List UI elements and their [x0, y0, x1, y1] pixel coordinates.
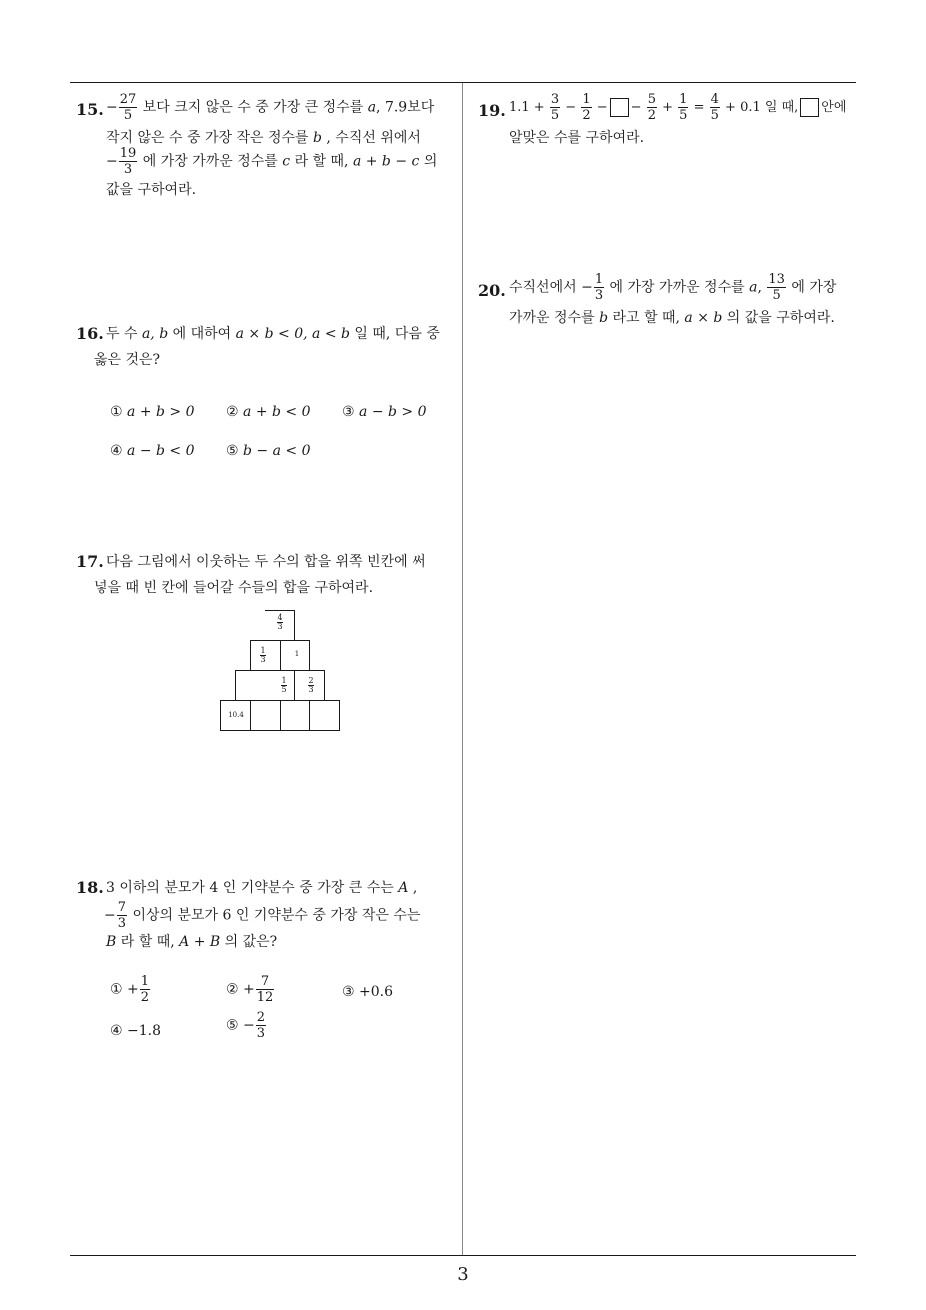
- choice-5[interactable]: ⑤ b − a < 0: [226, 443, 311, 459]
- question-line: 3 이하의 분모가 4 인 기약분수 중 가장 큰 수는 A ,: [106, 880, 418, 896]
- question-line: 값을 구하여라.: [106, 182, 197, 198]
- question-line: − $\frac{7}{3}$ 이상의 분모가 6 인 기약분수 중 가장 작은 수는: [104, 900, 421, 931]
- question-number: 18.: [76, 878, 104, 897]
- question-17: [76, 550, 461, 610]
- fraction: $\frac{7}{3}$: [117, 900, 127, 931]
- question-18: [76, 876, 461, 1056]
- question-line: − $\frac{19}{3}$ 에 가장 가까운 정수를 c 라 할 때, a + b − c 의: [106, 146, 438, 177]
- question-number: 20.: [478, 281, 506, 300]
- choice-5[interactable]: ⑤ − $\frac{2}{3}$: [226, 1010, 266, 1041]
- question-number: 16.: [76, 324, 104, 343]
- column-divider: [462, 83, 463, 1256]
- choice-2[interactable]: ② + $\frac{7}{12}$: [226, 974, 274, 1005]
- question-line: 옳은 것은?: [94, 352, 161, 368]
- pyramid-cell: $\frac{1}{3}$: [260, 646, 266, 664]
- question-line: 작지 않은 수 중 가장 작은 정수를 b , 수직선 위에서: [106, 130, 421, 146]
- blank-box-ref: [800, 98, 819, 117]
- fraction: $\frac{27}{5}$: [119, 92, 137, 123]
- question-20: [478, 272, 863, 336]
- question-number: 17.: [76, 552, 104, 571]
- question-line: 다음 그림에서 이웃하는 두 수의 합을 위쪽 빈칸에 써: [106, 554, 426, 570]
- choice-3[interactable]: ③ +0.6: [342, 984, 394, 1000]
- choice-4[interactable]: ④ −1.8: [110, 1023, 162, 1039]
- choice-2[interactable]: ② a + b < 0: [226, 404, 311, 420]
- choice-1[interactable]: ① + $\frac{1}{2}$: [110, 974, 150, 1005]
- footer-rule: [70, 1255, 856, 1256]
- question-16: [76, 322, 461, 472]
- question-number: 15.: [76, 100, 104, 119]
- answer-blank-box[interactable]: [610, 98, 629, 117]
- pyramid-cell: $\frac{1}{5}$: [281, 676, 287, 694]
- question-line: B 라 할 때, A + B 의 값은?: [106, 934, 278, 950]
- question-line: − $\frac{27}{5}$ 보다 크지 않은 수 중 가장 큰 정수를 a, 7.9보다: [106, 92, 435, 123]
- choice-4[interactable]: ④ a − b < 0: [110, 443, 195, 459]
- question-line: 가까운 정수를 b 라고 할 때, a × b 의 값을 구하여라.: [509, 310, 835, 326]
- question-line: 알맞은 수를 구하여라.: [509, 130, 645, 146]
- question-line: 넣을 때 빈 칸에 들어갈 수들의 합을 구하여라.: [94, 580, 374, 596]
- choice-3[interactable]: ③ a − b > 0: [342, 404, 427, 420]
- page-number: 3: [457, 1264, 469, 1285]
- pyramid-cell-top: $\frac{4}{3}$: [277, 613, 283, 631]
- question-15: [76, 92, 461, 206]
- pyramid-cell: 1: [294, 650, 300, 658]
- header-rule: [70, 82, 856, 83]
- question-line: 두 수 a, b 에 대하여 a × b < 0, a < b 일 때, 다음 중: [106, 326, 440, 342]
- question-19: [478, 92, 863, 156]
- pyramid-cell: 10.4: [228, 711, 244, 719]
- pyramid-cell: $\frac{2}{3}$: [308, 676, 314, 694]
- fraction: $\frac{19}{3}$: [119, 146, 137, 177]
- question-line: 수직선에서 − $\frac{1}{3}$ 에 가장 가까운 정수를 a, $\frac{13}{5}$ 에 가장: [509, 272, 837, 303]
- choice-1[interactable]: ① a + b > 0: [110, 404, 195, 420]
- question-line: 1.1 + $\frac{3}{5}$ − $\frac{1}{2}$ − − $\frac{5}{2}$ + $\frac{1}{5}$ = $\frac{4}{5}$ + 0.1 일 때, 안에: [509, 92, 847, 123]
- question-number: 19.: [478, 101, 506, 120]
